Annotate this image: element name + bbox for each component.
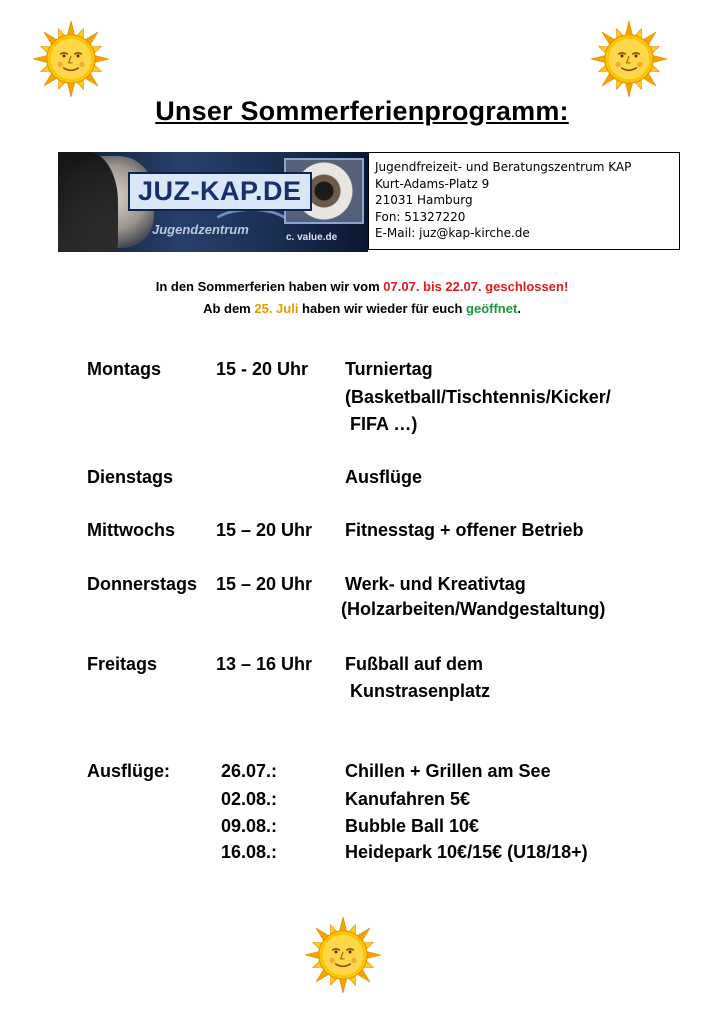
page-title: Unser Sommerferienprogramm: (155, 96, 569, 126)
reopen-notice (0, 301, 724, 316)
contact-street: Kurt-Adams-Platz 9 (375, 176, 490, 191)
schedule-activity: Fitnesstag + offener Betrieb (345, 520, 584, 540)
schedule-time: 15 - 20 Uhr (216, 359, 309, 379)
banner-subtitle: Jugendzentrum (152, 222, 249, 237)
schedule-time: 15 – 20 Uhr (216, 520, 313, 540)
schedule-day: Freitags (87, 654, 158, 674)
schedule-day: Montags (87, 359, 161, 379)
excursion-date: 09.08.: (221, 816, 278, 836)
contact-phone: Fon: 51327220 (375, 209, 466, 224)
contact-name: Jugendfreizeit- und Beratungszentrum KAP (375, 160, 632, 174)
schedule-activity: Ausflüge (345, 467, 423, 487)
schedule-time: 15 – 20 Uhr (216, 574, 313, 594)
excursion-date: 26.07.: (221, 761, 278, 781)
schedule-activity: Kunstrasenplatz (345, 681, 491, 701)
schedule-activity: Werk- und Kreativtag (345, 574, 526, 594)
excursion-event: Chillen + Grillen am See (345, 761, 551, 781)
schedule-activity: Fußball auf dem (345, 654, 484, 674)
schedule-time: 13 – 16 Uhr (216, 654, 313, 674)
schedule-day: Mittwochs (87, 520, 175, 540)
sun-face-icon (304, 916, 382, 994)
closure-dates: 07.07. bis 22.07. geschlossen! (383, 279, 569, 294)
contact-email: E-Mail: juz@kap-kirche.de (375, 226, 530, 240)
schedule-day: Donnerstags (87, 574, 198, 594)
excursion-event: Heidepark 10€/15€ (U18/18+) (345, 842, 588, 862)
excursion-date: 02.08.: (221, 789, 278, 809)
contact-city: 21031 Hamburg (375, 193, 473, 207)
schedule-activity: (Basketball/Tischtennis/Kicker/ (345, 387, 611, 407)
sun-face-icon (32, 20, 110, 98)
reopen-date: 25. Juli (254, 301, 299, 316)
sun-face-icon (590, 20, 668, 98)
closure-notice (0, 279, 724, 294)
banner-credit: c. value.de (286, 232, 338, 243)
closure-notice-text: In den Sommerferien haben wir vom (155, 279, 384, 294)
contact-box (368, 152, 680, 250)
schedule-day: Dienstags (87, 467, 174, 487)
reopen-text-a: Ab dem (203, 301, 255, 316)
juz-kap-banner-image (58, 152, 368, 252)
banner-logo: JUZ-KAP.DE (128, 172, 312, 211)
excursions-label: Ausflüge: (87, 761, 170, 781)
reopen-text-b: haben wir wieder für euch (298, 301, 467, 316)
reopen-open-word: geöffnet (466, 301, 518, 316)
excursion-date: 16.08.: (221, 842, 278, 862)
schedule-activity: Turniertag (345, 359, 433, 379)
banner-hair (58, 152, 118, 252)
excursion-event: Bubble Ball 10€ (345, 816, 480, 836)
excursion-event: Kanufahren 5€ (345, 789, 471, 809)
reopen-text-c: . (517, 301, 521, 316)
schedule-activity: (Holzarbeiten/Wandgestaltung) (341, 599, 606, 619)
schedule-activity: FIFA …) (345, 414, 418, 434)
